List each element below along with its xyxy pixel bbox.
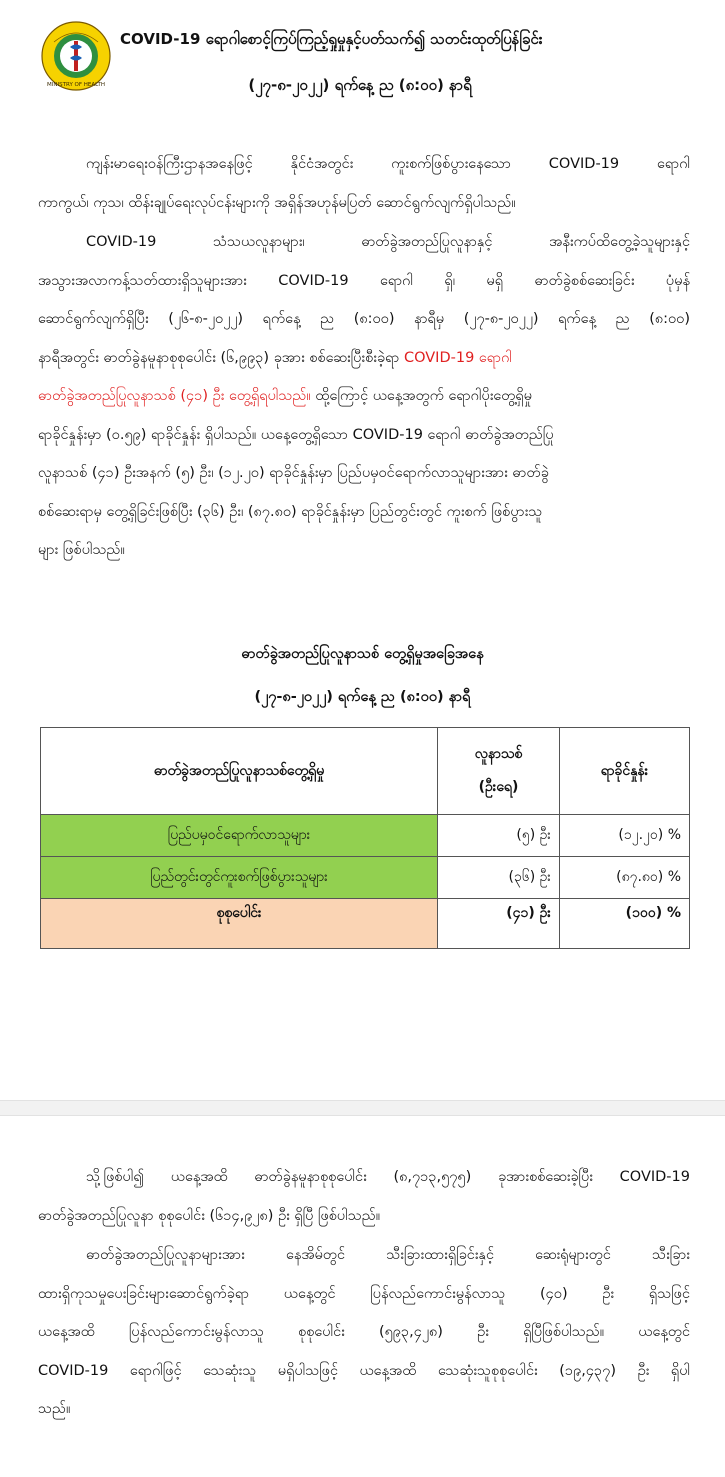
paragraph-line: ဆောင်ရွက်လျက်ရှိပြီး (၂၆-၈-၂၀၂၂) ရက်နေ့ ည (၈:၀၀) နာရီမှ (၂၇-၈-၂၀၂၂) ရက်နေ့ ည (၈:၀၀) — [38, 311, 690, 327]
column-header-line: (ဦးရေ) — [478, 779, 519, 795]
paragraph-line — [38, 377, 690, 416]
row-label: ပြည်ပမှဝင်ရောက်လာသူများ — [41, 815, 438, 857]
paragraph-line: COVID-19 သံသယလူနာများ၊ ဓာတ်ခွဲအတည်ပြုလူနာနှင့် အနီးကပ်ထိတွေ့ခဲ့သူများနှင့် — [86, 234, 690, 250]
paragraph-text: နာရီအတွင်း ဓာတ်ခွဲနမူနာစုစုပေါင်း (၆,၉၉၃) ခုအား စစ်ဆေးပြီးစီးခဲ့ရာ — [38, 349, 400, 366]
column-header — [438, 728, 560, 815]
paragraph-line: ရာခိုင်နှုန်းမှာ (၀.၅၉) ရာခိုင်နှုန်း ရှိပါသည်။ ယနေ့တွေ့ရှိသော COVID-19 ရောဂါ ဓာတ်ခွဲအတည်ပြု — [38, 426, 554, 443]
paragraph-line: သည်။ — [38, 1401, 71, 1417]
total-percent: (၁၀၀) % — [560, 899, 690, 949]
table-date: (၂၇-၈-၂၀၂၂) ရက်နေ့ ည (၈:၀၀) နာရီ — [254, 689, 471, 705]
new-cases-table — [40, 727, 690, 949]
paragraph-line: သို့ဖြစ်ပါ၍ ယနေ့အထိ ဓာတ်ခွဲနမူနာစုစုပေါင်း (၈,၇၁၃,၅၇၅) ခုအားစစ်ဆေးခဲ့ပြီး COVID-19 — [86, 1169, 690, 1185]
table-heading: ဓာတ်ခွဲအတည်ပြုလူနာသစ် တွေ့ရှိမှုအခြေအနေ — [241, 646, 484, 662]
page-title: COVID-19 ရောဂါစောင့်ကြပ်ကြည့်ရှုမှုနှင့်ပတ်သက်၍ သတင်းထုတ်ပြန်ခြင်း — [120, 30, 543, 48]
paragraph-line: COVID-19 ရောဂါဖြင့် သေဆုံးသူ မရှိပါသဖြင့် ယနေ့အထိ သေဆုံးသူစုစုပေါင်း (၁၉,၄၃၇) ဦး ရှိပါ — [38, 1362, 690, 1379]
total-count: (၄၁) ဦး — [438, 899, 560, 949]
table-row — [41, 815, 690, 857]
row-label: ပြည်တွင်းတွင်ကူးစက်ဖြစ်ပွားသူများ — [41, 857, 438, 899]
paragraph-line: လူနာသစ် (၄၁) ဦးအနက် (၅) ဦး၊ (၁၂.၂၀) ရာခိုင်နှုန်းမှာ ပြည်ပမှဝင်ရောက်လာသူများအား ဓာတ်ခွဲ — [38, 465, 549, 481]
page-divider — [0, 1100, 725, 1116]
table-total-row — [41, 899, 690, 949]
paragraph-line: ဓာတ်ခွဲအတည်ပြုလူနာ စုစုပေါင်း (၆၁၄,၉၂၈) ဦး ရှိပြီ ဖြစ်ပါသည်။ — [38, 1207, 381, 1224]
paragraph-line: ထားရှိကုသမှုပေးခြင်းများဆောင်ရွက်ခဲ့ရာ ယနေ့တွင် ပြန်လည်ကောင်းမွန်လာသူ (၄၀) ဦး ရှိသဖြင့် — [38, 1285, 690, 1302]
paragraph-1 — [38, 145, 690, 222]
column-header-line: လူနာသစ် — [474, 746, 523, 762]
paragraph-4 — [38, 1236, 690, 1429]
row-percent: (၈၇.၈၀) % — [560, 857, 690, 899]
paragraph-line — [38, 339, 690, 378]
row-count: (၃၆) ဦး — [438, 857, 560, 899]
paragraph-line: ဓာတ်ခွဲအတည်ပြုလူနာများအား နေအိမ်တွင် သီးခြားထားရှိခြင်းနှင့် ဆေးရုံများတွင် သီးခြား — [86, 1247, 690, 1263]
table-row — [41, 857, 690, 899]
paragraph-line: အသွားအလာကန့်သတ်ထားရှိသူများအား COVID-19 ရောဂါ ရှိ၊ မရှိ ဓာတ်ခွဲစစ်ဆေးခြင်း ပုံမှန် — [38, 272, 690, 289]
paragraph-line: ကာကွယ်၊ ကုသ၊ ထိန်းချုပ်ရေးလုပ်ငန်းများကို အရှိန်အဟုန်မပြတ် ဆောင်ရွက်လျက်ရှိပါသည်။ — [38, 194, 516, 211]
table-header-row — [41, 728, 690, 815]
row-count: (၅) ဦး — [438, 815, 560, 857]
column-header: ဓာတ်ခွဲအတည်ပြုလူနာသစ်တွေ့ရှိမှု — [41, 728, 438, 815]
paragraph-3 — [38, 1158, 690, 1235]
paragraph-line: များ ဖြစ်ပါသည်။ — [38, 542, 125, 558]
column-header: ရာခိုင်နှုန်း — [560, 728, 690, 815]
paragraph-line: ယနေ့အထိ ပြန်လည်ကောင်းမွန်လာသူ စုစုပေါင်း (၅၉၃,၄၂၈) ဦး ရှိပြီဖြစ်ပါသည်။ ယနေ့တွင် — [38, 1324, 690, 1340]
paragraph-2 — [38, 223, 690, 570]
highlight-text: COVID-19 ရောဂါ — [403, 349, 512, 366]
total-label: စုစုပေါင်း — [41, 899, 438, 949]
row-percent: (၁၂.၂၀) % — [560, 815, 690, 857]
ministry-of-health-logo — [40, 20, 112, 92]
paragraph-line: ကျန်းမာရေးဝန်ကြီးဌာနအနေဖြင့် နိုင်ငံအတွင်း ကူးစက်ဖြစ်ပွားနေသော COVID-19 ရောဂါ — [86, 156, 690, 172]
paragraph-line: စစ်ဆေးရာမှ တွေ့ရှိခြင်းဖြစ်ပြီး (၃၆) ဦး၊ (၈၇.၈၀) ရာခိုင်နှုန်းမှာ ပြည်တွင်းတွင် ကူးစက် ဖြစ်ပွားသူ — [38, 503, 543, 520]
page-date: (၂၇-၈-၂၀၂၂) ရက်နေ့ ည (၈:၀၀) နာရီ — [248, 76, 472, 94]
highlight-text: ဓာတ်ခွဲအတည်ပြုလူနာသစ် (၄၁) ဦး တွေ့ရှိရပါသည်။ — [38, 388, 311, 404]
logo-text: MINISTRY OF HEALTH — [47, 82, 105, 88]
paragraph-text: ထို့ကြောင့် ယနေ့အတွက် ရောဂါပိုးတွေ့ရှိမှု — [315, 388, 533, 404]
